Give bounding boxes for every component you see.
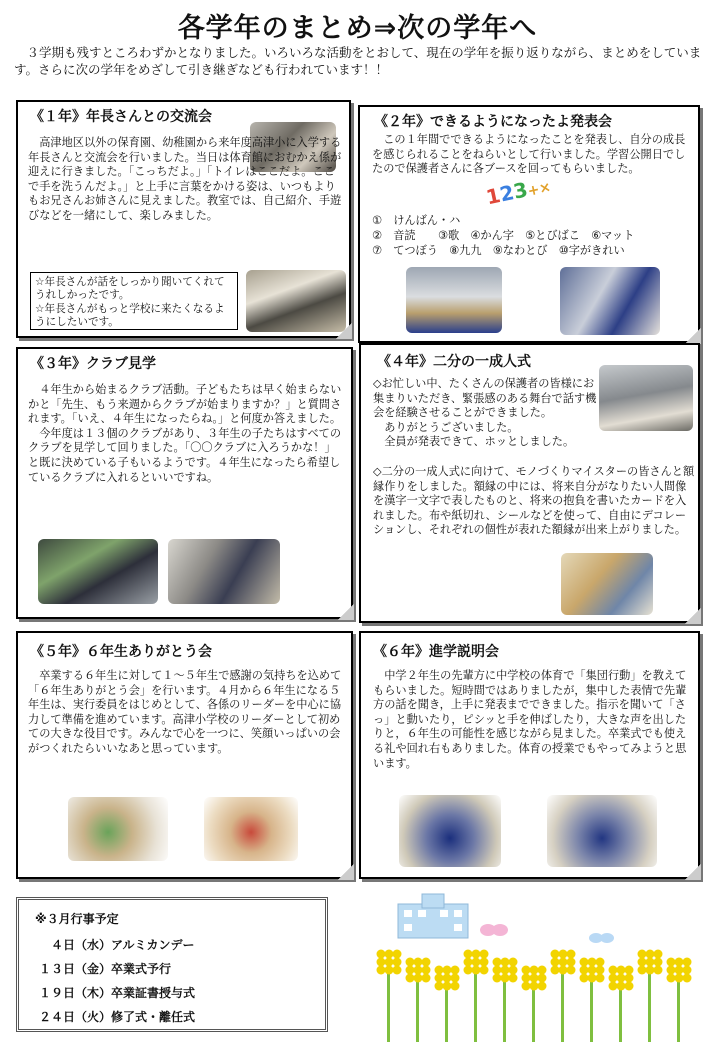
grade4-photo-2 — [561, 553, 653, 615]
grade2-panel — [358, 105, 700, 343]
grade6-photo-1 — [399, 795, 501, 867]
grade2-photo-1 — [406, 267, 502, 333]
school-building-icon — [398, 894, 468, 938]
grade2-heading: 《２年》できるようになったよ発表会 — [374, 114, 612, 130]
numbers-clipart-icon: 123+× — [483, 177, 553, 210]
grade1-text: 高津地区以外の保育園、幼稚園から来年度高津小に入学する年長さんと交流会を行いました。当日は体育館におむかえ係が迎えに行きました。「こっちだよ。」「トイレはここだよ。ここで手を洗うんだよ。」と上手に言葉をかける姿は、いつもよりもお兄さんお姉さんに見えました。教室では、自己紹介、手遊びなどを一緒にして、楽しみました。 — [28, 136, 342, 222]
grade5-photo-1 — [68, 797, 168, 861]
grade3-heading: 《３年》クラブ見学 — [30, 356, 156, 372]
grade1-photo-circle — [246, 270, 346, 332]
intro-text: ３学期も残すところわずかとなりました。いろいろな活動をとおして、現在の学年を振り返りながら、まとめをしています。さらに次の学年をめざして引き継ぎなども行われています！！ — [14, 45, 702, 77]
grade6-panel — [359, 631, 700, 879]
grade4-panel — [359, 343, 700, 623]
grade6-photo-2 — [547, 795, 657, 867]
events-title: ※３月行事予定 — [35, 912, 119, 926]
grade5-photo-2 — [204, 797, 298, 861]
grade3-photo-1 — [38, 539, 158, 604]
grade3-photo-2 — [168, 539, 280, 604]
grade5-panel — [16, 631, 353, 879]
grade2-item-2: ② 音読 ③歌 ④かん字 ⑤とびばこ ⑥マット — [372, 229, 635, 242]
grade2-text: この１年間でできるようになったことを発表し、自分の成長を感じられることをねらいとして行いました。学習公開日でしたので保護者さんに各ブースを回ってもらいました。 — [372, 133, 686, 176]
event-row: １３日（金）卒業式予行 — [39, 962, 172, 976]
grade4-text-1: ◇お忙しい中、たくさんの保護者の皆様にお集まりいただき、緊張感のある舞台で話す機会を経験させることができました。 ありがとうございました。 全員が発表できて、ホッとしました。 — [373, 377, 597, 449]
grade3-text: ４年生から始まるクラブ活動。子どもたちは早く始まらないかと「先生、もう来週からクラブが始まりますか？」と質問されます。「いえ、４年生になったらね。」と何度か答えました。 今年度は１３個のクラブがあり、３年生の子たちはすべてのクラブを見学して回りました。「〇〇クラブに入ろうかな！」と既に決めている子もいるようです。４年生になったら希望しているクラブに入れるといいですね。 — [28, 383, 342, 484]
grade2-photo-2 — [560, 267, 660, 335]
school-flowers-illustration — [370, 892, 700, 1042]
flower-field-icon — [377, 950, 692, 1043]
event-row: １９日（木）卒業証書授与式 — [39, 986, 196, 1000]
event-row: ４日（水）アルミカンデー — [39, 938, 195, 952]
grade6-heading: 《６年》進学説明会 — [373, 644, 499, 660]
grade1-comment-note: ☆年長さんが話をしっかり聞いてくれてうれしかったです。 ☆年長さんがもっと学校に来たくなるようにしたいです。 — [30, 272, 238, 330]
event-row: ２４日（火）修了式・離任式 — [39, 1010, 196, 1024]
grade4-photo-1 — [599, 365, 693, 431]
grade2-item-3: ⑦ てつぼう ⑧九九 ⑨なわとび ⑩字がきれい — [372, 244, 625, 257]
grade2-item-1: ① けんばん・ハ — [372, 214, 461, 227]
march-events-box — [16, 897, 328, 1032]
butterfly-icon — [480, 924, 508, 936]
grade5-text: 卒業する６年生に対して１～５年生で感謝の気持ちを込めて「６年生ありがとう会」を行います。４月から６年生になる５年生は、実行委員をはじめとして、各係のリーダーを中心に協力して準備を進めています。高津小学校のリーダーとして初めての大きな役目です。みんなで心を一つに、笑顔いっぱいの会がつくれたらいいなあと思っています。 — [28, 669, 342, 755]
butterfly-icon — [589, 933, 614, 943]
page-title: 各学年のまとめ⇒次の学年へ — [177, 13, 538, 44]
grade4-heading: 《４年》二分の一成人式 — [377, 354, 531, 370]
grade5-heading: 《５年》６年生ありがとう会 — [30, 644, 212, 660]
grade4-text-2: ◇二分の一成人式に向けて、モノづくりマイスターの皆さんと額縁作りをしました。額縁の中には、将来自分がなりたい人間像を漢字一文字で表したものと、将来の抱負を書いたカードを入れました。布や紙切れ、シールなどを使って、自由にデコレーションし、それぞれの個性が表れた額縁が出来上がりました。 — [373, 465, 695, 537]
grade3-panel — [16, 347, 353, 619]
grade6-text: 中学２年生の先輩方に中学校の体育で「集団行動」を教えてもらいました。短時間ではありましたが，集中した表情で先輩方の話を聞き，上手に発表までできました。指示を聞いて「さっ」と動いたり，ピシッと手を伸ばしたり，大きな声を出したりと，６年生の可能性を感じながら見ました。卒業式でも使える礼や回れ右もありました。体育の授業でもやってみようと思います。 — [373, 669, 687, 770]
grade1-heading: 《１年》年長さんとの交流会 — [30, 109, 212, 125]
